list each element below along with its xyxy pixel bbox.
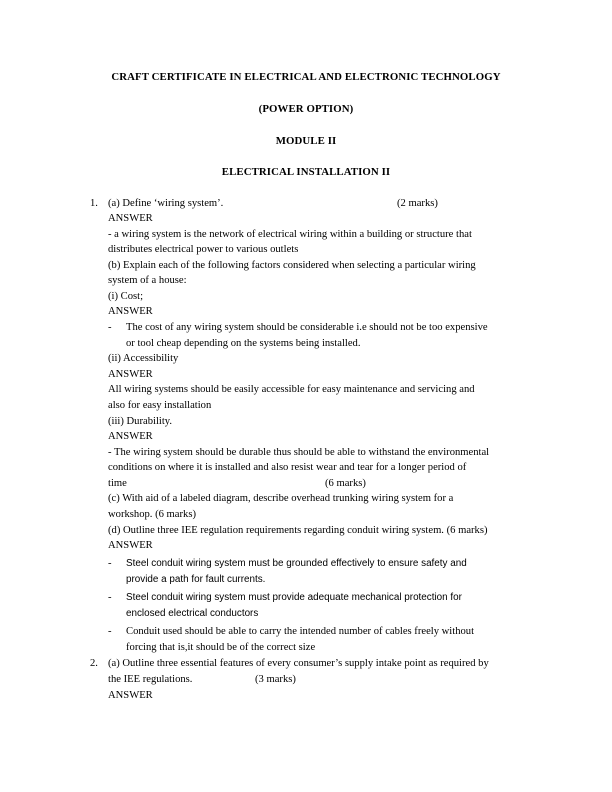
answer-label: ANSWER	[108, 306, 153, 317]
q1d-bullet-line: Steel conduit wiring system must provide adequate mechanical protection for	[126, 592, 462, 603]
q1b-i-answer-line: or tool cheap depending on the systems being installed.	[126, 338, 361, 349]
bullet-dash: -	[108, 558, 112, 569]
q1d-bullet-line: enclosed electrical conductors	[126, 608, 259, 619]
q1d-bullet-line: Conduit used should be able to carry the intended number of cables freely without	[126, 626, 475, 637]
q1b-question-line: (b) Explain each of the following factors considered when selecting a particular wiring	[108, 260, 476, 271]
q2a-question-line: (a) Outline three essential features of every consumer’s supply intake point as required by	[108, 658, 489, 669]
answer-label: ANSWER	[108, 431, 153, 442]
q1b-iii-answer-line: time	[108, 478, 127, 489]
q1b-i-label: (i) Cost;	[108, 291, 144, 302]
q1b-ii-answer-line: also for easy installation	[108, 400, 212, 411]
question-2-number: 2.	[90, 658, 98, 669]
q1d-question: (d) Outline three IEE regulation requirements regarding conduit wiring system. (6 marks)	[108, 525, 488, 536]
subject-heading: ELECTRICAL INSTALLATION II	[221, 166, 391, 178]
q1a-marks: (2 marks)	[397, 198, 438, 209]
bullet-dash: -	[108, 626, 112, 637]
q1c-question-line: (c) With aid of a labeled diagram, describe overhead trunking wiring system for a	[108, 493, 454, 504]
q1b-marks: (6 marks)	[325, 478, 366, 489]
q1d-bullet-line: provide a path for fault currents.	[126, 574, 266, 585]
q1c-question-line: workshop. (6 marks)	[108, 509, 196, 520]
answer-label: ANSWER	[108, 540, 153, 551]
answer-label: ANSWER	[108, 213, 153, 224]
module-heading: MODULE II	[275, 135, 337, 147]
q1d-bullet-line: forcing that is,it should be of the correct size	[126, 642, 316, 653]
q2a-marks: (3 marks)	[255, 674, 296, 685]
q1b-ii-label: (ii) Accessibility	[108, 353, 179, 364]
q1d-bullet-line: Steel conduit wiring system must be grounded effectively to ensure safety and	[126, 558, 467, 569]
q1a-answer-line: - a wiring system is the network of electrical wiring within a building or structure that	[108, 229, 472, 240]
q1a-question: (a) Define ‘wiring system’.	[108, 198, 224, 209]
q1b-iii-answer-line: conditions on where it is installed and also resist wear and tear for a longer period of	[108, 462, 467, 473]
answer-label: ANSWER	[108, 369, 153, 380]
document-title: CRAFT CERTIFICATE IN ELECTRICAL AND ELECTRONIC TECHNOLOGY	[111, 71, 501, 83]
bullet-dash: -	[108, 322, 112, 333]
q1b-iii-label: (iii) Durability.	[108, 416, 173, 427]
question-1-number: 1.	[90, 198, 98, 209]
option-heading: (POWER OPTION)	[258, 103, 354, 115]
q1a-answer-line: distributes electrical power to various outlets	[108, 244, 299, 255]
answer-label: ANSWER	[108, 690, 153, 701]
q1b-ii-answer-line: All wiring systems should be easily accessible for easy maintenance and servicing and	[108, 384, 475, 395]
q1b-iii-answer-line: - The wiring system should be durable thus should be able to withstand the environmental	[108, 447, 490, 458]
q2a-question-line: the IEE regulations.	[108, 674, 193, 685]
q1b-i-answer-line: The cost of any wiring system should be considerable i.e should not be too expensive	[126, 322, 488, 333]
bullet-dash: -	[108, 592, 112, 603]
q1b-question-line: system of a house:	[108, 275, 187, 286]
